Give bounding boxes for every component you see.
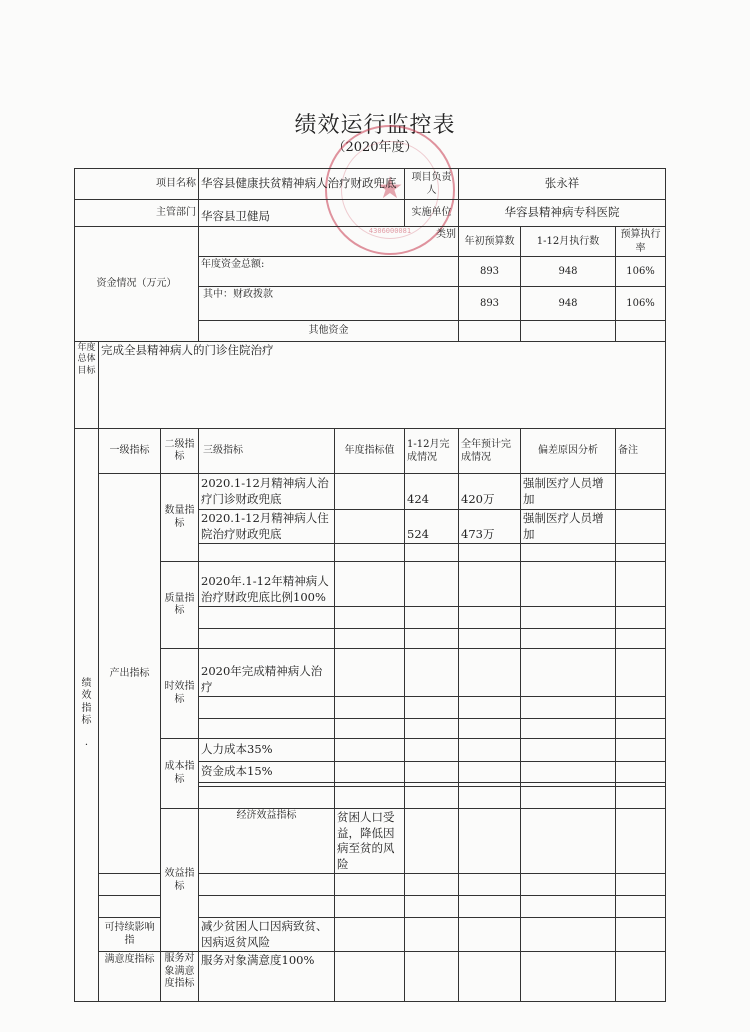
unit-value: 华容县精神病专科医院 bbox=[459, 200, 666, 227]
goal-text: 完成全县精神病人的门诊住院治疗 bbox=[99, 342, 666, 429]
quantity-text: 2020.1-12月精神病人住院治疗财政兜底 bbox=[199, 510, 335, 544]
benefit-label: 效益指标 bbox=[161, 809, 199, 952]
funds-row-exec: 948 bbox=[521, 287, 616, 321]
quantity-reason: 强制医疗人员增加 bbox=[521, 510, 616, 544]
sustain-text: 减少贫困人口因病致贫、因病返贫风险 bbox=[199, 918, 335, 952]
funds-section-label: 资金情况（万元） bbox=[75, 227, 199, 342]
year-subtitle: （2020年度） bbox=[332, 140, 418, 155]
quantity-text: 2020.1-12月精神病人治疗门诊财政兜底 bbox=[199, 474, 335, 510]
dept-value: 华容县卫健局 bbox=[199, 200, 405, 227]
funds-row-label: 其中：财政拨款 bbox=[199, 287, 459, 321]
funds-header-category: 类别 bbox=[199, 227, 459, 257]
header-note: 备注 bbox=[616, 429, 666, 474]
header-target: 年度指标值 bbox=[335, 429, 405, 474]
cost-text: 人力成本35% bbox=[199, 739, 335, 762]
funds-row-rate: 106% bbox=[616, 287, 666, 321]
funds-header-rate: 预算执行率 bbox=[616, 227, 666, 257]
seal-star-icon: ★ bbox=[376, 171, 404, 206]
goal-label: 年度总体目标 bbox=[75, 342, 99, 429]
econ-text: 贫困人口受益，降低因病至贫的风险 bbox=[335, 809, 405, 874]
quality-text: 2020年.1-12年精神病人治疗财政兜底比例100% bbox=[199, 562, 335, 607]
funds-row-budget bbox=[459, 321, 521, 342]
project-name-label: 项目名称 bbox=[75, 169, 199, 200]
leader-label: 项目负责人 bbox=[405, 169, 459, 200]
header-level2: 二级指标 bbox=[161, 429, 199, 474]
quality-label: 质量指标 bbox=[161, 562, 199, 649]
quantity-forecast: 420万 bbox=[459, 474, 521, 510]
funds-row-budget: 893 bbox=[459, 287, 521, 321]
header-level1: 一级指标 bbox=[99, 429, 161, 474]
cost-label: 成本指标 bbox=[161, 739, 199, 809]
seal-number: 4306000081 bbox=[368, 227, 412, 235]
econ-label: 经济效益指标 bbox=[199, 809, 335, 874]
cost-text: 资金成本15% bbox=[199, 762, 335, 783]
funds-row-label: 年度资金总额: bbox=[199, 257, 459, 287]
note-cell bbox=[616, 510, 666, 544]
section-dot: · bbox=[84, 740, 89, 752]
header-forecast: 全年预计完成情况 bbox=[459, 429, 521, 474]
quantity-done: 524 bbox=[405, 510, 459, 544]
funds-header-exec: 1-12月执行数 bbox=[521, 227, 616, 257]
header-reason: 偏差原因分析 bbox=[521, 429, 616, 474]
quantity-label: 数量指标 bbox=[161, 474, 199, 562]
unit-label: 实施单位 bbox=[405, 200, 459, 227]
funds-row-exec bbox=[521, 321, 616, 342]
quantity-reason: 强制医疗人员增加 bbox=[521, 474, 616, 510]
page-title: 绩效运行监控表 bbox=[294, 113, 456, 138]
leader-value: 张永祥 bbox=[459, 169, 666, 200]
service-label: 服务对象满意度指标 bbox=[161, 952, 199, 1002]
time-text: 2020年完成精神病人治疗 bbox=[199, 649, 335, 697]
header-level3: 三级指标 bbox=[199, 429, 335, 474]
quantity-done: 424 bbox=[405, 474, 459, 510]
satisfaction-label: 满意度指标 bbox=[99, 952, 161, 1002]
target-cell bbox=[335, 474, 405, 510]
indicators-section-label bbox=[75, 429, 99, 1002]
funds-row-rate bbox=[616, 321, 666, 342]
quantity-forecast: 473万 bbox=[459, 510, 521, 544]
target-cell bbox=[335, 510, 405, 544]
funds-row-rate: 106% bbox=[616, 257, 666, 287]
funds-row-exec: 948 bbox=[521, 257, 616, 287]
funds-header-budget: 年初预算数 bbox=[459, 227, 521, 257]
header-done: 1-12月完成情况 bbox=[405, 429, 459, 474]
time-label: 时效指标 bbox=[161, 649, 199, 739]
dept-label: 主管部门 bbox=[75, 200, 199, 227]
indicators-label-text: 绩效指标 bbox=[81, 677, 92, 727]
note-cell bbox=[616, 474, 666, 510]
monitoring-table bbox=[74, 168, 666, 1002]
output-label: 产出指标 bbox=[99, 474, 161, 874]
funds-row-budget: 893 bbox=[459, 257, 521, 287]
funds-row-label: 其他资金 bbox=[199, 321, 459, 342]
project-name-value: 华容县健康扶贫精神病人治疗财政兜底 bbox=[199, 169, 405, 200]
service-text: 服务对象满意度100% bbox=[199, 952, 335, 1002]
sustain-label: 可持续影响指 bbox=[99, 918, 161, 952]
